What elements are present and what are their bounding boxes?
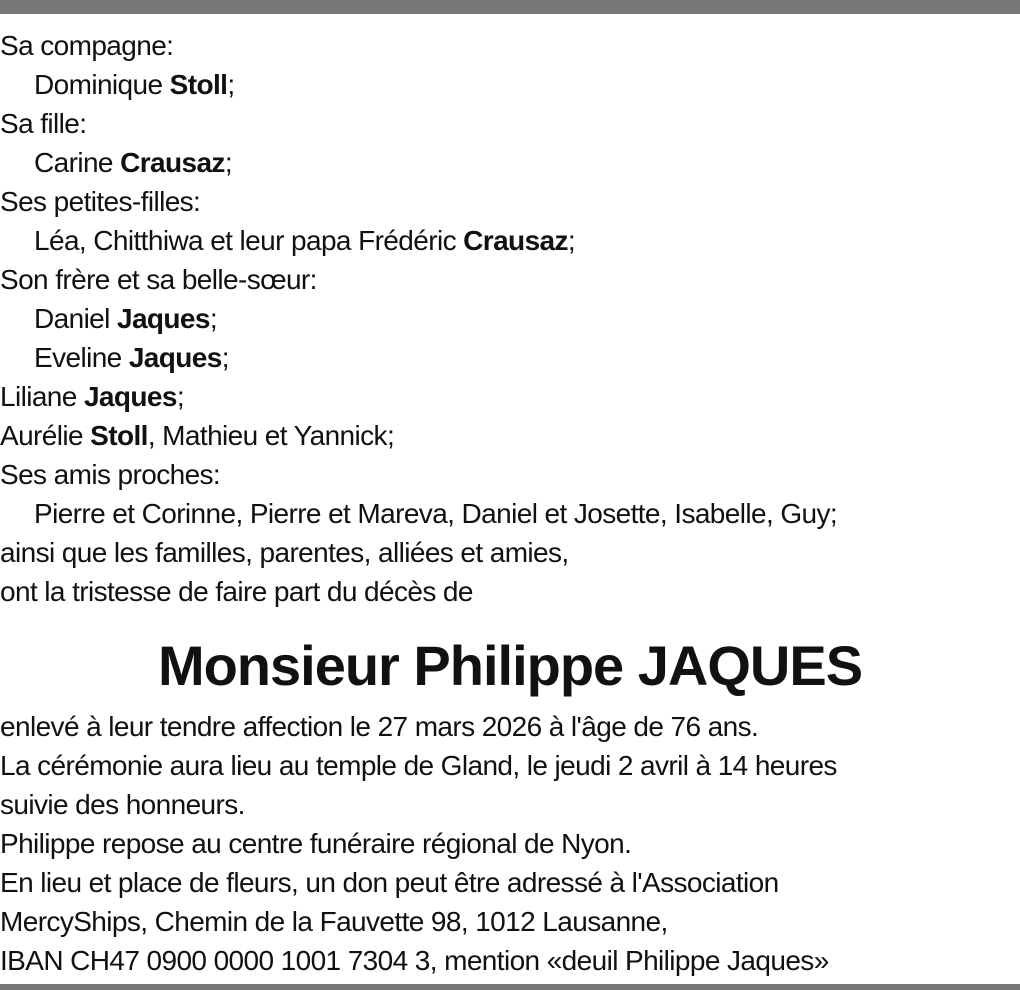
family-line: ont la tristesse de faire part du décès de — [0, 576, 473, 607]
family-line: Ses amis proches: — [0, 459, 221, 490]
detail-line: En lieu et place de fleurs, un don peut être adressé à l'Association — [0, 867, 779, 898]
detail-line: enlevé à leur tendre affection le 27 mars 2026 à l'âge de 76 ans. — [0, 711, 759, 742]
family-line: Aurélie Stoll, Mathieu et Yannick; — [0, 420, 395, 451]
deceased-name: Monsieur Philippe JAQUES — [157, 634, 863, 697]
top-rule — [0, 0, 1020, 14]
family-line: Sa fille: — [0, 108, 87, 139]
family-line: Eveline Jaques; — [34, 342, 229, 373]
death-notice — [0, 26, 1020, 980]
family-line: Carine Crausaz; — [34, 147, 233, 178]
family-line: ainsi que les familles, parentes, alliées et amies, — [0, 537, 569, 568]
family-line: Léa, Chitthiwa et leur papa Frédéric Crausaz; — [34, 225, 576, 256]
bottom-rule — [0, 984, 1020, 990]
detail-line: Philippe repose au centre funéraire régional de Nyon. — [0, 828, 632, 859]
family-line: Ses petites-filles: — [0, 186, 201, 217]
family-line: Pierre et Corinne, Pierre et Mareva, Daniel et Josette, Isabelle, Guy; — [34, 498, 838, 529]
detail-line: MercyShips, Chemin de la Fauvette 98, 1012 Lausanne, — [0, 906, 668, 937]
detail-line: IBAN CH47 0900 0000 1001 7304 3, mention «deuil Philippe Jaques» — [0, 945, 829, 976]
family-line: Liliane Jaques; — [0, 381, 185, 412]
family-line: Son frère et sa belle-sœur: — [0, 264, 317, 295]
family-line: Daniel Jaques; — [34, 303, 218, 334]
detail-line: suivie des honneurs. — [0, 789, 245, 820]
family-line: Sa compagne: — [0, 30, 174, 61]
family-line: Dominique Stoll; — [34, 69, 235, 100]
detail-line: La cérémonie aura lieu au temple de Gland, le jeudi 2 avril à 14 heures — [0, 750, 837, 781]
